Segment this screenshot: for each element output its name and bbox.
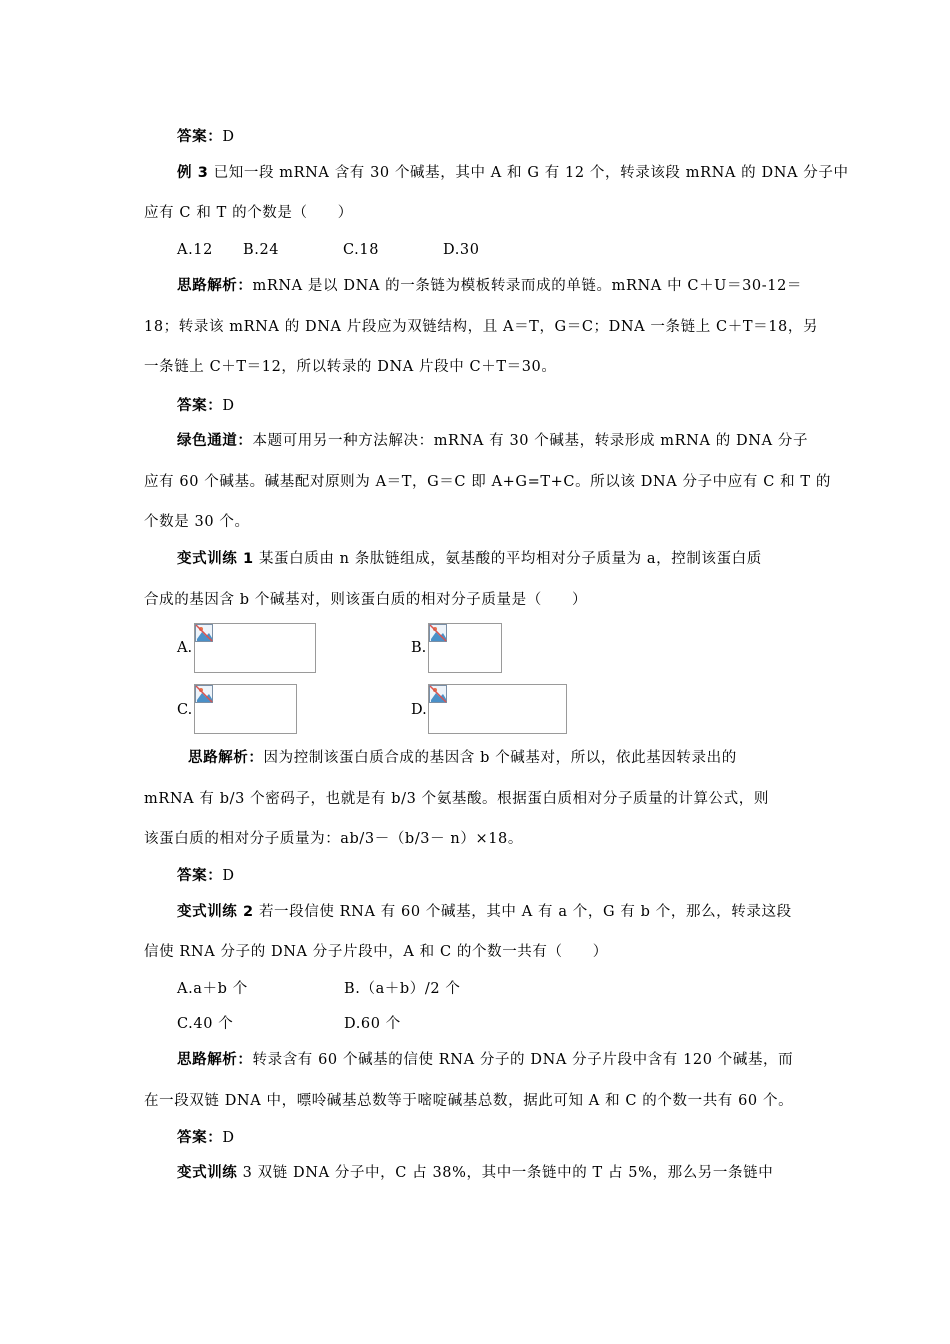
- analysis-3-cont: 在一段双链 DNA 中，嘌呤碱基总数等于嘧啶碱基总数，据此可知 A 和 C 的个数一共有 60 个。: [144, 1093, 794, 1109]
- analysis-2-cont: 该蛋白质的相对分子质量为：ab/3－（b/3－ n）×18。: [144, 831, 523, 847]
- green-channel: 绿色通道：本题可用另一种方法解决：mRNA 有 30 个碱基，转录形成 mRNA 的 DNA 分子: [177, 433, 809, 449]
- broken-image-icon: [195, 624, 215, 644]
- analysis-2-cont: mRNA 有 b/3 个密码子，也就是有 b/3 个氨基酸。根据蛋白质相对分子质量的计算公式，则: [144, 791, 769, 807]
- option-a-label: A.: [177, 640, 193, 656]
- example-3-question: 例 3 已知一段 mRNA 含有 30 个碱基，其中 A 和 G 有 12 个，转录该段 mRNA 的 DNA 分子中: [177, 165, 849, 181]
- option-b-image: [428, 623, 502, 673]
- broken-image-icon: [195, 685, 215, 705]
- answer-line: 答案：D: [177, 868, 235, 884]
- analysis-1: 思路解析：mRNA 是以 DNA 的一条链为模板转录而成的单链。mRNA 中 C＋U＝30-12＝: [177, 278, 802, 294]
- option-b-label: B.: [411, 640, 427, 656]
- option-c-image: [194, 684, 297, 734]
- variant-2-question: 变式训练 2 若一段信使 RNA 有 60 个碱基，其中 A 有 a 个，G 有 b 个，那么，转录这段: [177, 904, 792, 920]
- answer-line: 答案：D: [177, 129, 235, 145]
- variant-2-options-row2: C.40 个 D.60 个: [177, 1016, 401, 1032]
- analysis-3: 思路解析：转录含有 60 个碱基的信使 RNA 分子的 DNA 分子片段中含有 120 个碱基，而: [177, 1052, 794, 1068]
- variant-1-question: 变式训练 1 某蛋白质由 n 条肽链组成，氨基酸的平均相对分子质量为 a，控制该蛋白质: [177, 551, 762, 567]
- broken-image-icon: [429, 685, 449, 705]
- variant-1-question-cont: 合成的基因含 b 个碱基对，则该蛋白质的相对分子质量是（ ）: [144, 592, 588, 608]
- option-a-image: [194, 623, 316, 673]
- variant-2-question-cont: 信使 RNA 分子的 DNA 分子片段中，A 和 C 的个数一共有（ ）: [144, 944, 608, 960]
- answer-line: 答案：D: [177, 1130, 235, 1146]
- green-channel-cont: 应有 60 个碱基。碱基配对原则为 A＝T，G＝C 即 A+G=T+C。所以该 DNA 分子中应有 C 和 T 的: [144, 474, 831, 490]
- analysis-1-cont: 18；转录该 mRNA 的 DNA 片段应为双链结构，且 A＝T，G＝C；DNA 一条链上 C＋T＝18，另: [144, 319, 819, 335]
- example-3-question-cont: 应有 C 和 T 的个数是（ ）: [144, 205, 353, 221]
- green-channel-cont: 个数是 30 个。: [144, 514, 250, 530]
- variant-2-options-row1: A.a＋b 个 B.（a＋b）/2 个: [177, 981, 461, 997]
- option-d-label: D.: [411, 702, 427, 718]
- option-d-image: [428, 684, 567, 734]
- analysis-1-cont: 一条链上 C＋T＝12，所以转录的 DNA 片段中 C＋T＝30。: [144, 359, 557, 375]
- analysis-2: 思路解析：因为控制该蛋白质合成的基因含 b 个碱基对，所以，依此基因转录出的: [188, 750, 737, 766]
- example-3-options: A.12 B.24 C.18 D.30: [177, 242, 480, 258]
- option-c-label: C.: [177, 702, 193, 718]
- variant-3-question: 变式训练 3 双链 DNA 分子中，C 占 38%，其中一条链中的 T 占 5%，那么另一条链中: [177, 1165, 774, 1181]
- broken-image-icon: [429, 624, 449, 644]
- answer-line: 答案：D: [177, 398, 235, 414]
